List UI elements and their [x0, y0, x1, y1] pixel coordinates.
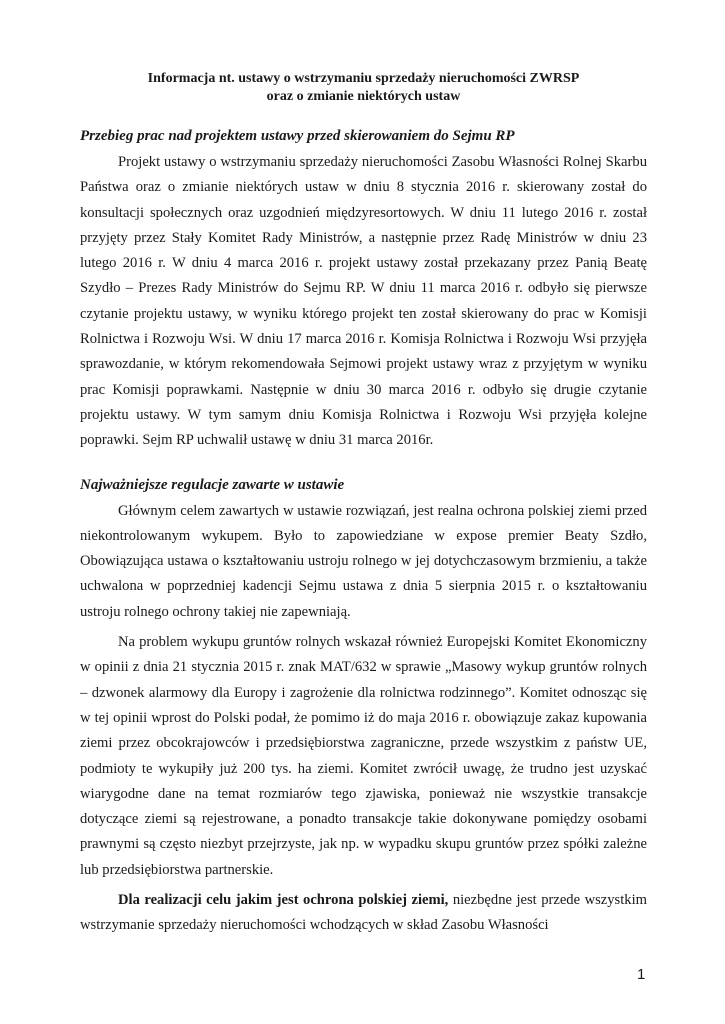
title-line-1: Informacja nt. ustawy o wstrzymaniu sprzedaży nieruchomości ZWRSP: [147, 71, 580, 86]
page-number: 1: [637, 966, 646, 983]
document-page: [80, 70, 647, 939]
paragraph-main-goal: Głównym celem zawartych w ustawie rozwiązań, jest realna ochrona polskiej ziemi przed niekontrolowanym wykupem. Było to zapowiedziane w expose premier Beaty Szdło, Obowiązująca ustawa o kształtowaniu ustroju rolnego w jej dotychczasowym brzmieniu, a także uchwalona w poprzedniej kadencji Sejmu ustawa z dnia 5 sierpnia 2015 r. o kształtowaniu ustroju rolnego ochrony takiej nie zapewniają.: [80, 502, 647, 620]
land-protection-emphasis: Dla realizacji celu jakim jest ochrona polskiej ziemi,: [118, 892, 449, 909]
paragraph-land-protection: [80, 888, 647, 939]
title-line-2: oraz o zmianie niektórych ustaw: [266, 89, 461, 104]
paragraph-legislative-process: Projekt ustawy o wstrzymaniu sprzedaży nieruchomości Zasobu Własności Rolnej Skarbu Państwa oraz o zmianie niektórych ustaw w dniu 8 stycznia 2016 r. skierowany został do konsultacji społecznych oraz uzgodnień międzyresortowych. W dniu 11 lutego 2016 r. został przyjęty przez Stały Komitet Rady Ministrów, a następnie przez Radę Ministrów w dniu 23 lutego 2016 r. W dniu 4 marca 2016 r. projekt ustawy został przekazany przez Panią Beatę Szydło – Prezes Rady Ministrów do Sejmu RP. W dniu 11 marca 2016 r. odbyło się pierwsze czytanie projektu ustawy, w wyniku którego projekt ten został skierowany do prac w Komisji Rolnictwa i Rozwoju Wsi. W dniu 17 marca 2016 r. Komisja Rolnictwa i Rozwoju Wsi przyjęła sprawozdanie, w którym rekomendowała Sejmowi projekt ustawy wraz z przyjętym w wyniku prac Komisji poprawkami. Następnie w dniu 30 marca 2016 r. odbyło się drugie czytanie projektu ustawy. W tym samym dniu Komisja Rolnictwa i Rozwoju Wsi przyjęła kolejne poprawki. Sejm RP uchwalił ustawę w dniu 31 marca 2016r.: [80, 154, 647, 449]
section-heading-legislative-process: Przebieg prac nad projektem ustawy przed skierowaniem do Sejmu RP: [80, 128, 515, 144]
paragraph-eesc-opinion: Na problem wykupu gruntów rolnych wskazał również Europejski Komitet Ekonomiczny w opinii z dnia 21 stycznia 2015 r. znak MAT/632 w sprawie „Masowy wykup gruntów rolnych – dzwonek alarmowy dla Europy i zagrożenie dla rolnictwa rodzinnego”. Komitet odnosząc się w tej opinii wprost do Polski podał, że pomimo iż do maja 2016 r. obowiązuje zakaz kupowania ziemi przez obcokrajowców i przedsiębiorstwa zagraniczne, przede wszystkim z państw UE, podmioty te wykupiły już 200 tys. ha ziemi. Komitet zwrócił uwagę, że trudno jest uzyskać wiarygodne dane na temat rozmiarów tego zjawiska, ponieważ nie wszystkie transakcje dotyczące ziemi są rejestrowane, a ponadto transakcje takie dokonywane pomiędzy osobami prawnymi są często niezbyt przejrzyste, jak np. w wypadku skupu gruntów przez spółki zależne lub przedsiębiorstwa partnerskie.: [80, 634, 647, 878]
section-heading-key-regulations: Najważniejsze regulacje zawarte w ustawie: [80, 476, 345, 493]
land-protection-text: niezbędne jest przede wszystkim wstrzymanie sprzedaży nieruchomości wchodzących w skład Zasobu Własności: [80, 892, 647, 934]
document-title: [80, 70, 647, 106]
